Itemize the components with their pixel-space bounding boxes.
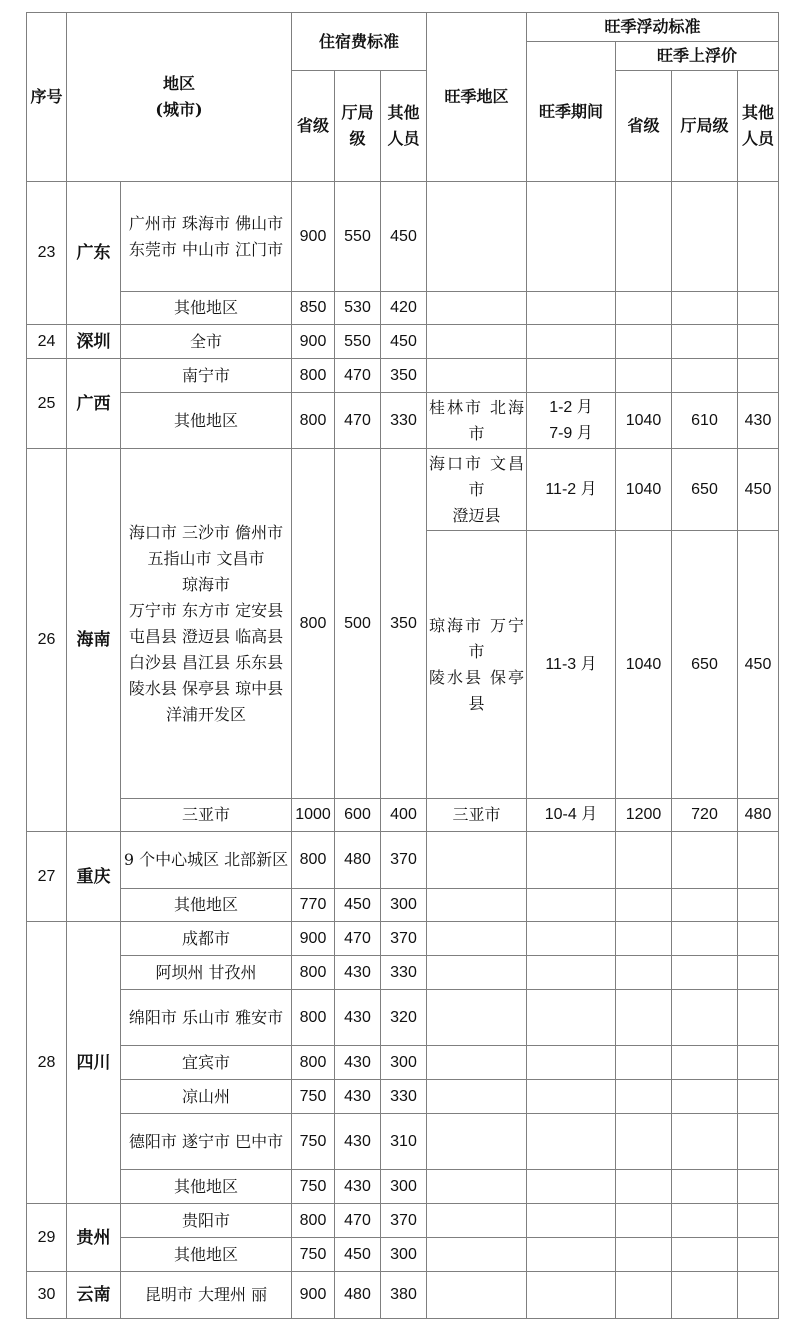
value-others: 300	[381, 1170, 427, 1204]
table-row	[27, 292, 779, 325]
area-name: 全市	[121, 325, 292, 359]
value-prov: 800	[292, 956, 335, 990]
value-dept: 450	[335, 1238, 381, 1272]
peak-period: 11-2 月	[527, 449, 616, 531]
empty-cell	[616, 1170, 672, 1204]
area-name: 广州市 珠海市 佛山市 东莞市 中山市 江门市	[121, 182, 292, 292]
empty-cell	[616, 1272, 672, 1319]
value-prov: 750	[292, 1080, 335, 1114]
empty-cell	[672, 922, 738, 956]
header-peak-others: 其他人员	[738, 71, 779, 182]
empty-cell	[527, 1114, 616, 1170]
value-prov: 770	[292, 889, 335, 922]
peak-area: 三亚市	[427, 799, 527, 832]
value-others: 300	[381, 1238, 427, 1272]
empty-cell	[672, 292, 738, 325]
table-row	[27, 1114, 779, 1170]
empty-cell	[527, 1170, 616, 1204]
peak-value-prov: 1200	[616, 799, 672, 832]
value-dept: 530	[335, 292, 381, 325]
empty-cell	[738, 1080, 779, 1114]
empty-cell	[427, 956, 527, 990]
table-row	[27, 393, 779, 449]
empty-cell	[427, 922, 527, 956]
value-prov: 900	[292, 922, 335, 956]
value-prov: 800	[292, 1046, 335, 1080]
empty-cell	[616, 359, 672, 393]
empty-cell	[527, 1080, 616, 1114]
value-dept: 430	[335, 1170, 381, 1204]
empty-cell	[672, 325, 738, 359]
area-name: 德阳市 遂宁市 巴中市	[121, 1114, 292, 1170]
value-dept: 480	[335, 832, 381, 889]
empty-cell	[616, 325, 672, 359]
area-name: 贵阳市	[121, 1204, 292, 1238]
empty-cell	[672, 1170, 738, 1204]
value-others: 450	[381, 325, 427, 359]
empty-cell	[427, 1204, 527, 1238]
empty-cell	[738, 1238, 779, 1272]
header-peak-float: 旺季浮动标准	[527, 13, 779, 42]
row-seq: 29	[27, 1204, 67, 1272]
empty-cell	[738, 359, 779, 393]
area-name: 南宁市	[121, 359, 292, 393]
empty-cell	[616, 182, 672, 292]
value-dept: 430	[335, 990, 381, 1046]
value-others: 310	[381, 1114, 427, 1170]
row-seq: 25	[27, 359, 67, 449]
value-others: 370	[381, 1204, 427, 1238]
value-dept: 600	[335, 799, 381, 832]
empty-cell	[616, 990, 672, 1046]
peak-area: 海口市 文昌市 澄迈县	[427, 449, 527, 531]
table-row	[27, 1170, 779, 1204]
value-prov: 1000	[292, 799, 335, 832]
province-name: 深圳	[67, 325, 121, 359]
empty-cell	[616, 956, 672, 990]
area-name: 9 个中心城区 北部新区	[121, 832, 292, 889]
empty-cell	[738, 922, 779, 956]
table-row	[27, 1080, 779, 1114]
empty-cell	[527, 889, 616, 922]
value-others: 370	[381, 922, 427, 956]
empty-cell	[616, 889, 672, 922]
empty-cell	[672, 956, 738, 990]
table-row	[27, 1238, 779, 1272]
area-name: 其他地区	[121, 1238, 292, 1272]
empty-cell	[427, 182, 527, 292]
empty-cell	[738, 1204, 779, 1238]
empty-cell	[738, 1272, 779, 1319]
value-dept: 500	[335, 449, 381, 799]
area-name: 绵阳市 乐山市 雅安市	[121, 990, 292, 1046]
empty-cell	[527, 325, 616, 359]
empty-cell	[616, 1114, 672, 1170]
empty-cell	[672, 1114, 738, 1170]
table-row	[27, 832, 779, 889]
value-prov: 800	[292, 359, 335, 393]
peak-period: 11-3 月	[527, 531, 616, 799]
value-dept: 450	[335, 889, 381, 922]
empty-cell	[672, 990, 738, 1046]
empty-cell	[616, 1204, 672, 1238]
area-name: 昆明市 大理州 丽	[121, 1272, 292, 1319]
value-prov: 750	[292, 1238, 335, 1272]
empty-cell	[616, 292, 672, 325]
table-row	[27, 449, 779, 531]
area-name: 阿坝州 甘孜州	[121, 956, 292, 990]
table-row	[27, 1046, 779, 1080]
value-dept: 430	[335, 956, 381, 990]
value-prov: 750	[292, 1114, 335, 1170]
peak-value-dept: 650	[672, 449, 738, 531]
province-name: 重庆	[67, 832, 121, 922]
empty-cell	[527, 182, 616, 292]
value-prov: 900	[292, 182, 335, 292]
empty-cell	[427, 889, 527, 922]
value-dept: 550	[335, 182, 381, 292]
empty-cell	[427, 359, 527, 393]
empty-cell	[672, 1204, 738, 1238]
peak-value-others: 450	[738, 531, 779, 799]
value-others: 330	[381, 393, 427, 449]
header-peak-dept: 厅局级	[672, 71, 738, 182]
header-prov-level: 省级	[292, 71, 335, 182]
area-name: 其他地区	[121, 393, 292, 449]
empty-cell	[672, 1046, 738, 1080]
table-row	[27, 182, 779, 292]
value-others: 320	[381, 990, 427, 1046]
value-dept: 470	[335, 922, 381, 956]
empty-cell	[527, 1046, 616, 1080]
empty-cell	[672, 832, 738, 889]
empty-cell	[427, 1238, 527, 1272]
table-row	[27, 1204, 779, 1238]
value-others: 350	[381, 359, 427, 393]
value-others: 300	[381, 1046, 427, 1080]
empty-cell	[427, 1080, 527, 1114]
empty-cell	[616, 1046, 672, 1080]
area-name: 其他地区	[121, 889, 292, 922]
area-name: 宜宾市	[121, 1046, 292, 1080]
table-row	[27, 990, 779, 1046]
table-row	[27, 325, 779, 359]
peak-value-others: 450	[738, 449, 779, 531]
value-dept: 430	[335, 1080, 381, 1114]
empty-cell	[427, 292, 527, 325]
value-others: 380	[381, 1272, 427, 1319]
value-prov: 800	[292, 1204, 335, 1238]
area-name: 其他地区	[121, 1170, 292, 1204]
empty-cell	[672, 182, 738, 292]
row-seq: 30	[27, 1272, 67, 1319]
province-name: 广东	[67, 182, 121, 325]
empty-cell	[738, 889, 779, 922]
table-row	[27, 799, 779, 832]
value-prov: 900	[292, 1272, 335, 1319]
row-seq: 24	[27, 325, 67, 359]
value-dept: 470	[335, 359, 381, 393]
empty-cell	[738, 1046, 779, 1080]
empty-cell	[738, 292, 779, 325]
empty-cell	[738, 956, 779, 990]
empty-cell	[427, 832, 527, 889]
peak-period: 1-2 月 7-9 月	[527, 393, 616, 449]
empty-cell	[672, 1272, 738, 1319]
area-name: 凉山州	[121, 1080, 292, 1114]
peak-period: 10-4 月	[527, 799, 616, 832]
peak-value-prov: 1040	[616, 393, 672, 449]
header-peak-up: 旺季上浮价	[616, 42, 779, 71]
province-name: 云南	[67, 1272, 121, 1319]
peak-value-others: 430	[738, 393, 779, 449]
row-seq: 27	[27, 832, 67, 922]
peak-value-dept: 650	[672, 531, 738, 799]
area-name: 海口市 三沙市 儋州市 五指山市 文昌市 琼海市 万宁市 东方市 定安县 屯昌县 澄迈县 临高县 白沙县 昌江县 乐东县 陵水县 保亭县 琼中县 洋浦开发区	[121, 449, 292, 799]
empty-cell	[527, 832, 616, 889]
value-dept: 430	[335, 1114, 381, 1170]
province-name: 四川	[67, 922, 121, 1204]
empty-cell	[427, 1272, 527, 1319]
province-name: 广西	[67, 359, 121, 449]
area-name: 成都市	[121, 922, 292, 956]
empty-cell	[738, 182, 779, 292]
row-seq: 26	[27, 449, 67, 832]
lodging-standard-table	[26, 12, 779, 1319]
empty-cell	[427, 1114, 527, 1170]
value-others: 370	[381, 832, 427, 889]
row-seq: 28	[27, 922, 67, 1204]
value-others: 330	[381, 956, 427, 990]
table-row	[27, 922, 779, 956]
empty-cell	[427, 1170, 527, 1204]
empty-cell	[672, 1238, 738, 1272]
empty-cell	[738, 832, 779, 889]
header-lodging: 住宿费标准	[292, 13, 427, 71]
area-name: 三亚市	[121, 799, 292, 832]
header-region: 地区 (城市)	[67, 13, 292, 182]
empty-cell	[527, 990, 616, 1046]
header-dept-level: 厅局级	[335, 71, 381, 182]
value-others: 420	[381, 292, 427, 325]
empty-cell	[527, 1272, 616, 1319]
table-row	[27, 956, 779, 990]
value-prov: 800	[292, 990, 335, 1046]
header-peak-region: 旺季地区	[427, 13, 527, 182]
value-prov: 850	[292, 292, 335, 325]
empty-cell	[738, 1114, 779, 1170]
value-others: 350	[381, 449, 427, 799]
empty-cell	[427, 990, 527, 1046]
empty-cell	[616, 832, 672, 889]
table-row	[27, 359, 779, 393]
empty-cell	[527, 292, 616, 325]
peak-value-prov: 1040	[616, 531, 672, 799]
header-peak-period: 旺季期间	[527, 42, 616, 182]
empty-cell	[427, 1046, 527, 1080]
empty-cell	[738, 1170, 779, 1204]
province-name: 海南	[67, 449, 121, 832]
value-others: 300	[381, 889, 427, 922]
peak-value-dept: 610	[672, 393, 738, 449]
empty-cell	[672, 359, 738, 393]
table-row	[27, 1272, 779, 1319]
empty-cell	[616, 1080, 672, 1114]
empty-cell	[527, 1204, 616, 1238]
value-prov: 800	[292, 449, 335, 799]
value-prov: 800	[292, 832, 335, 889]
empty-cell	[527, 1238, 616, 1272]
peak-value-prov: 1040	[616, 449, 672, 531]
empty-cell	[527, 956, 616, 990]
header-others: 其他人员	[381, 71, 427, 182]
peak-area: 琼海市 万宁市 陵水县 保亭县	[427, 531, 527, 799]
value-prov: 750	[292, 1170, 335, 1204]
peak-value-others: 480	[738, 799, 779, 832]
value-others: 450	[381, 182, 427, 292]
value-dept: 470	[335, 393, 381, 449]
value-others: 400	[381, 799, 427, 832]
peak-area: 桂林市 北海市	[427, 393, 527, 449]
value-others: 330	[381, 1080, 427, 1114]
empty-cell	[616, 1238, 672, 1272]
peak-value-dept: 720	[672, 799, 738, 832]
area-name: 其他地区	[121, 292, 292, 325]
province-name: 贵州	[67, 1204, 121, 1272]
empty-cell	[527, 922, 616, 956]
empty-cell	[738, 325, 779, 359]
empty-cell	[527, 359, 616, 393]
row-seq: 23	[27, 182, 67, 325]
empty-cell	[672, 889, 738, 922]
value-dept: 550	[335, 325, 381, 359]
value-dept: 430	[335, 1046, 381, 1080]
value-prov: 900	[292, 325, 335, 359]
empty-cell	[427, 325, 527, 359]
header-peak-prov: 省级	[616, 71, 672, 182]
header-seq: 序号	[27, 13, 67, 182]
empty-cell	[672, 1080, 738, 1114]
value-prov: 800	[292, 393, 335, 449]
table-row	[27, 889, 779, 922]
value-dept: 480	[335, 1272, 381, 1319]
value-dept: 470	[335, 1204, 381, 1238]
empty-cell	[616, 922, 672, 956]
empty-cell	[738, 990, 779, 1046]
